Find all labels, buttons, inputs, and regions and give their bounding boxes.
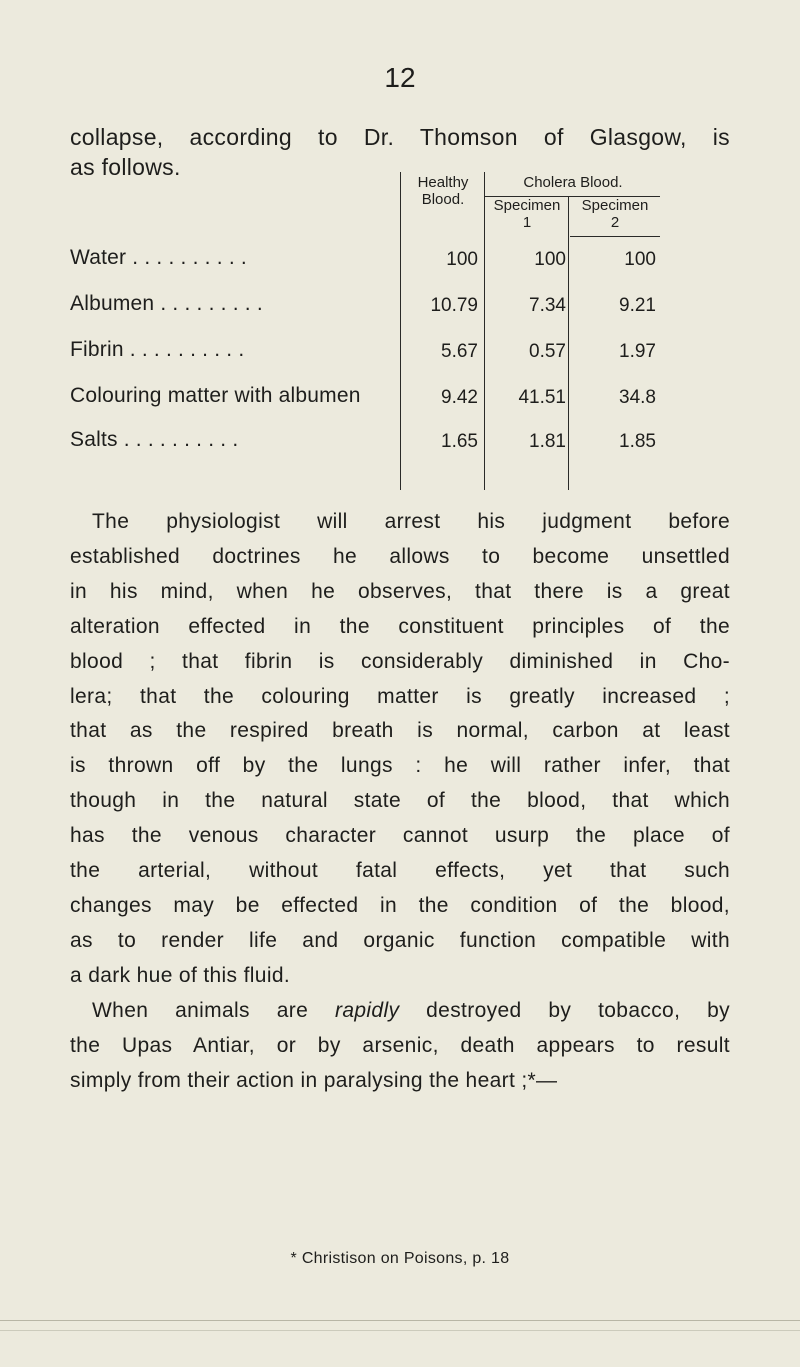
text-line: changes may be effected in the condition of the blood, <box>70 893 730 917</box>
cell-specimen-2: 34.8 <box>619 387 656 408</box>
text-line: When animals are rapidly destroyed by tobacco, by <box>92 998 730 1022</box>
cell-specimen-1: 0.57 <box>529 341 566 362</box>
intro-line: as follows. <box>70 154 181 180</box>
text-line: that as the respired breath is normal, carbon at least <box>70 719 730 743</box>
text-line: the arterial, without fatal effects, yet that such <box>70 859 730 883</box>
cell-specimen-2: 100 <box>624 249 656 270</box>
text-line: as to render life and organic function compatible with <box>70 928 730 952</box>
text-line: The physiologist will arrest his judgment before <box>92 510 730 533</box>
header-specimen-2: Specimen 2 <box>581 197 649 231</box>
cell-specimen-2: 9.21 <box>619 295 656 316</box>
page-edge <box>0 1320 800 1321</box>
cell-specimen-2: 1.85 <box>619 431 656 452</box>
header-healthy: Healthy Blood. <box>417 174 469 208</box>
text-line: lera; that the colouring matter is greatly increased ; <box>70 684 730 708</box>
cell-specimen-1: 7.34 <box>529 295 566 316</box>
cell-healthy: 9.42 <box>441 387 478 408</box>
body-text <box>70 505 730 1098</box>
intro-line: collapse, according to Dr. Thomson of Glasgow, is <box>70 124 730 150</box>
footnote: * Christison on Poisons, p. 18 <box>290 1250 510 1267</box>
page-edge <box>0 1330 800 1331</box>
cell-specimen-1: 1.81 <box>529 431 566 452</box>
text-line: in his mind, when he observes, that there is a great <box>70 579 730 603</box>
text-line: is thrown off by the lungs : he will rather infer, that <box>70 754 730 778</box>
cell-healthy: 10.79 <box>430 295 478 316</box>
column-rule <box>570 236 660 237</box>
text-line: blood ; that fibrin is considerably diminished in Cho- <box>70 649 730 673</box>
cell-healthy: 5.67 <box>441 341 478 362</box>
row-label: Colouring matter with albumen <box>70 384 361 407</box>
text-line: the Upas Antiar, or by arsenic, death appears to result <box>70 1033 730 1057</box>
cell-specimen-1: 100 <box>534 249 566 270</box>
cell-healthy: 1.65 <box>441 431 478 452</box>
row-label: Albumen . . . . . . . . . <box>70 292 263 315</box>
row-label: Fibrin . . . . . . . . . . <box>70 338 245 361</box>
column-rule <box>400 172 401 490</box>
text-line: established doctrines he allows to become unsettled <box>70 544 730 568</box>
header-specimen-1: Specimen 1 <box>493 197 561 231</box>
cell-healthy: 100 <box>446 249 478 270</box>
column-rule <box>484 172 485 490</box>
italic-word: rapidly <box>335 998 400 1022</box>
cell-specimen-1: 41.51 <box>518 387 566 408</box>
page-number: 12 <box>384 62 416 93</box>
column-rule <box>568 197 569 490</box>
text-line: a dark hue of this fluid. <box>70 963 291 987</box>
cell-specimen-2: 1.97 <box>619 341 656 362</box>
row-label: Water . . . . . . . . . . <box>70 246 247 269</box>
text-line: has the venous character cannot usurp the place of <box>70 824 730 848</box>
text-line: alteration effected in the constituent principles of the <box>70 614 730 638</box>
text-line: simply from their action in paralysing the heart ;*— <box>70 1068 558 1092</box>
row-label: Salts . . . . . . . . . . <box>70 428 239 451</box>
text-line: though in the natural state of the blood, that which <box>70 789 730 813</box>
header-cholera: Cholera Blood. <box>523 174 623 191</box>
